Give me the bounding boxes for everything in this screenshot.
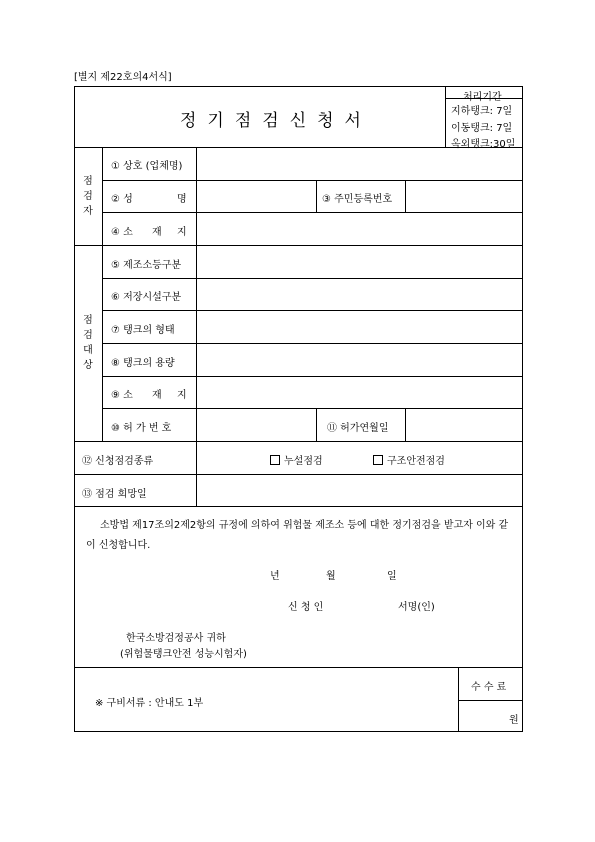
processing-mobile: 이동탱크: 7일 [451, 123, 513, 134]
divider [102, 278, 523, 279]
divider [458, 667, 459, 732]
fee-unit: 원 [509, 715, 519, 726]
signature-label: 서명(인) [398, 602, 435, 613]
divider [102, 310, 523, 311]
divider [405, 408, 406, 441]
divider [102, 343, 523, 344]
leak-inspection-option[interactable]: 누설점검 [270, 452, 323, 467]
date-day: 일 [387, 571, 397, 582]
divider [316, 408, 317, 441]
divider [102, 408, 523, 409]
processing-underground: 지하탱크: 7일 [451, 106, 513, 117]
divider [74, 667, 523, 668]
location-label-2: 재 [152, 227, 162, 238]
form-reference: [별지 제22호의4서식] [74, 72, 172, 83]
divider [74, 506, 523, 507]
divider [74, 441, 523, 442]
divider [445, 86, 446, 147]
divider [74, 245, 523, 246]
date-year: 년 [270, 571, 280, 582]
applicant-label: 신 청 인 [288, 602, 324, 613]
permit-number-label: ⑩ 허 가 번 호 [111, 423, 172, 434]
checkbox-icon[interactable] [373, 455, 383, 465]
divider [102, 212, 523, 213]
target-location-label-3: 지 [177, 390, 187, 401]
divider [458, 700, 523, 701]
processing-header: 처리기간 [463, 92, 502, 103]
resident-number-label: ③ 주민등록번호 [322, 194, 393, 205]
desired-date-label: ⑬ 점검 희망일 [82, 489, 147, 500]
name-label-2: 명 [177, 194, 187, 205]
application-statement: 소방법 제17조의2제2항의 규정에 의하여 위험물 제조소 등에 대한 정기점검을 받고자 이와 같이 신청합니다. [86, 520, 509, 551]
target-location-label: ⑨ 소 [111, 390, 133, 401]
location-label-3: 지 [177, 227, 187, 238]
divider [316, 180, 317, 212]
divider [102, 180, 523, 181]
tank-capacity-label: ⑧ 탱크의 용량 [111, 358, 175, 369]
divider [102, 376, 523, 377]
structural-inspection-option[interactable]: 구조안전점검 [373, 452, 445, 467]
divider [102, 147, 103, 441]
required-documents: ※ 구비서류 : 안내도 1부 [95, 698, 204, 709]
business-name-label: ① 상호 (업체명) [111, 161, 183, 172]
fee-label: 수 수 료 [471, 682, 507, 693]
divider [74, 474, 523, 475]
section-target-label: 점 검 대 상 [83, 315, 93, 371]
recipient-subtitle: (위험물탱크안전 성능시험자) [120, 649, 247, 660]
processing-outdoor: 옥외탱크:30일 [451, 139, 516, 150]
section-inspectee-label: 점 검 자 [83, 176, 93, 217]
divider [196, 147, 197, 506]
location-label: ④ 소 [111, 227, 133, 238]
tank-form-label: ⑦ 탱크의 형태 [111, 325, 175, 336]
inspection-type-label: ⑫ 신청점검종류 [82, 456, 154, 467]
divider [405, 180, 406, 212]
date-month: 월 [326, 571, 336, 582]
facility-type-label: ⑤ 제조소등구분 [111, 260, 182, 271]
target-location-label-2: 재 [152, 390, 162, 401]
storage-type-label: ⑥ 저장시설구분 [111, 292, 182, 303]
checkbox-icon[interactable] [270, 455, 280, 465]
form-title: 정기점검신청서 [180, 111, 372, 131]
recipient: 한국소방검정공사 귀하 [126, 633, 226, 644]
permit-date-label: ⑪ 허가연월일 [327, 423, 389, 434]
name-label: ② 성 [111, 194, 133, 205]
